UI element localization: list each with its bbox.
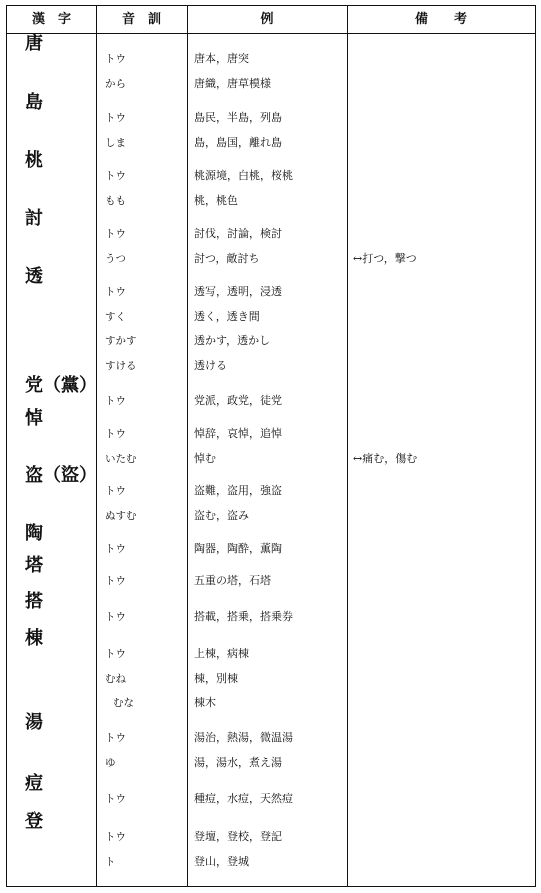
reading-cell: トウ	[105, 170, 126, 182]
example-cell: 盗難，盗用，強盗	[194, 484, 282, 497]
reading-cell: ト	[105, 855, 116, 868]
kanji-cell: 登	[25, 811, 43, 832]
example-cell: 五重の塔，石塔	[194, 574, 271, 587]
example-cell: 島，島国，離れ島	[194, 135, 282, 149]
example-cell: 透写，透明，浸透	[194, 285, 282, 298]
reading-cell: ぬすむ	[105, 509, 137, 522]
reading-cell: トウ	[105, 485, 126, 497]
example-cell: 唐本，唐突	[194, 52, 249, 65]
note-cell: ↔痛む，傷む	[353, 451, 418, 465]
reading-cell: もも	[105, 194, 126, 207]
reading-cell: ゆ	[105, 756, 116, 769]
reading-cell: から	[105, 77, 126, 90]
column-divider	[96, 6, 97, 886]
reading-cell: むな	[113, 697, 134, 709]
reading-cell: しま	[105, 136, 126, 149]
example-cell: 唐織，唐草模様	[194, 76, 271, 90]
example-cell: 棟木	[194, 696, 216, 709]
reading-cell: トウ	[105, 112, 126, 124]
example-cell: 島民，半島，列島	[194, 111, 282, 124]
kanji-cell: 透	[25, 266, 43, 287]
reading-cell: トウ	[105, 611, 126, 623]
reading-cell: すかす	[105, 335, 137, 347]
header-note: 備 考	[414, 12, 467, 27]
kanji-cell: 痘	[25, 773, 43, 794]
example-cell: 討つ，敵討ち	[194, 251, 260, 265]
example-cell: 棟，別棟	[194, 671, 238, 685]
example-cell: 悼む	[194, 451, 216, 465]
reading-cell: うつ	[105, 252, 126, 265]
kanji-cell: 悼	[25, 408, 43, 429]
kanji-cell: 唐	[25, 33, 43, 54]
kanji-cell: 盗（盜）	[25, 465, 97, 486]
example-cell: 悼辞，哀悼，追悼	[194, 427, 282, 440]
kanji-cell: 搭	[25, 591, 43, 612]
kanji-reading-table	[6, 5, 536, 887]
example-cell: 桃源境，白桃，桜桃	[194, 169, 293, 182]
reading-cell: すく	[105, 310, 126, 323]
example-cell: 種痘，水痘，天然痘	[194, 792, 293, 805]
reading-cell: トウ	[105, 395, 126, 407]
reading-cell: すける	[105, 359, 137, 372]
example-cell: 盗む，盗み	[194, 508, 249, 522]
example-cell: 透く，透き間	[194, 309, 260, 323]
example-cell: 桃，桃色	[194, 193, 238, 207]
example-cell: 透ける	[194, 358, 227, 372]
example-cell: 上棟，病棟	[194, 647, 249, 660]
reading-cell: トウ	[105, 575, 126, 587]
kanji-cell: 塔	[25, 555, 43, 576]
column-divider	[187, 6, 188, 886]
reading-cell: いたむ	[105, 452, 137, 465]
reading-cell: トウ	[105, 543, 126, 555]
reading-cell: トウ	[105, 228, 126, 240]
reading-cell: トウ	[105, 732, 126, 744]
header-example: 例	[260, 12, 274, 27]
example-cell: 登山，登城	[194, 854, 249, 868]
kanji-cell: 棟	[25, 628, 43, 649]
kanji-cell: 党（黨）	[25, 375, 97, 396]
kanji-cell: 島	[25, 92, 43, 113]
reading-cell: トウ	[105, 428, 126, 440]
header-reading: 音 訓	[121, 12, 161, 27]
reading-cell: トウ	[105, 831, 126, 843]
reading-cell: トウ	[105, 648, 126, 660]
example-cell: 湯治，熱湯，微温湯	[194, 731, 293, 744]
kanji-cell: 陶	[25, 523, 43, 544]
example-cell: 搭載，搭乗，搭乗券	[194, 610, 293, 623]
kanji-cell: 湯	[25, 712, 43, 733]
reading-cell: トウ	[105, 53, 126, 65]
example-cell: 登壇，登校，登記	[194, 830, 282, 843]
column-divider	[347, 6, 348, 886]
reading-cell: むね	[105, 672, 126, 685]
example-cell: 党派，政党，徒党	[194, 394, 282, 407]
header-kanji: 漢 字	[31, 12, 71, 27]
reading-cell: トウ	[105, 793, 126, 805]
example-cell: 陶器，陶酔，薫陶	[194, 542, 282, 555]
example-cell: 討伐，討論，検討	[194, 227, 282, 240]
header-rule	[7, 33, 535, 34]
reading-cell: トウ	[105, 286, 126, 298]
kanji-cell: 桃	[25, 150, 43, 171]
example-cell: 透かす，透かし	[194, 334, 271, 347]
example-cell: 湯，湯水，煮え湯	[194, 755, 282, 769]
note-cell: ↔打つ，撃つ	[353, 251, 417, 265]
kanji-cell: 討	[25, 208, 43, 229]
